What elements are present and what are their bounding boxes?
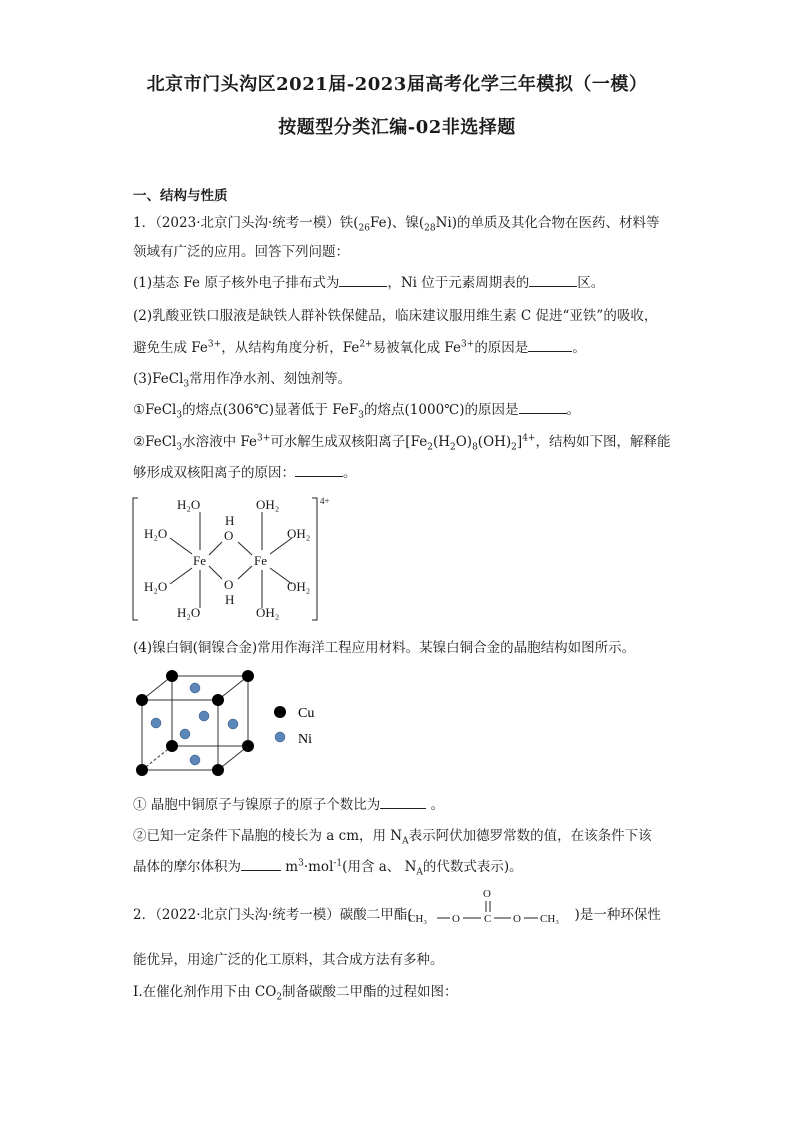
q1-part4: (4)镍白铜(铜镍合金)常用作海洋工程应用材料。某镍白铜合金的晶胞结构如图所示。	[133, 640, 636, 656]
cu-atom	[166, 740, 178, 752]
label-oh2-right-lower: OH₂	[287, 579, 311, 594]
legend-cu-label: Cu	[298, 706, 315, 721]
formula-o-right: O	[513, 913, 521, 925]
q1-intro-line1: 1．（2023·北京门头沟·统考一模）铁$(_{26}Fe)$、镍$(_{28}Ni)$的单质及其化合物在医药、材料等	[133, 215, 660, 234]
q1-part3-sub2-line1: ②FeCl$_3$水溶液中 $Fe^{3+}$可水解生成双核阳离子$[Fe_2(H_2O)_8(OH)_2]^{4+}$，结构如下图，解释能	[133, 433, 671, 453]
cu-atom	[242, 670, 254, 682]
cu-atom	[136, 764, 148, 776]
ni-atom	[151, 718, 161, 728]
q1-intro-line2: 领域有广泛的应用。回答下列问题：	[133, 244, 349, 260]
formula-ch3-left: CH₃	[408, 913, 428, 925]
label-oh2-right-upper: OH₂	[287, 526, 311, 541]
cu-atom	[242, 740, 254, 752]
doc-title-line1: 北京市门头沟区2021届-2023届高考化学三年模拟（一模）	[146, 74, 648, 95]
q1-part3-sub1: ①FeCl$_3$的熔点(306℃)显著低于 FeF$_3$的熔点(1000℃)的原因是 。	[133, 402, 581, 421]
label-h-upper: H	[225, 513, 235, 528]
left-bracket	[133, 498, 138, 620]
section-heading: 一、结构与性质	[133, 188, 228, 204]
label-h2o-top-left: H₂O	[177, 497, 201, 512]
q2-intro-line1: 2．（2022·北京门头沟·统考一模）碳酸二甲酯( )是一种环保性	[133, 907, 661, 923]
ni-atom	[190, 683, 200, 693]
q1-part3-sub2-line2: 够形成双核阳离子的原因： 。	[133, 465, 357, 481]
label-o-lower: O	[224, 577, 234, 592]
charge-label: 4+	[320, 496, 330, 506]
legend-cu-dot	[274, 706, 286, 718]
q1-part4-sub2-line1: ②已知一定条件下晶胞的棱长为 a cm，用 $N_A$表示阿伏加德罗常数的值，在该条件下该	[133, 828, 652, 847]
formula-o-left: O	[452, 913, 460, 925]
q1-part4-sub1: ① 晶胞中铜原子与镍原子的原子个数比为 。	[133, 797, 445, 813]
legend-ni-dot	[275, 732, 285, 742]
crystal-cell-diagram	[130, 668, 330, 783]
cu-atom	[212, 764, 224, 776]
label-h2o-left-upper: H₂O	[144, 526, 168, 541]
label-oh2-top-right: OH₂	[256, 497, 280, 512]
cu-atom	[136, 694, 148, 706]
cu-atom	[212, 694, 224, 706]
label-h2o-bottom-left: H₂O	[177, 605, 201, 620]
formula-c: C	[484, 913, 492, 925]
label-h-lower: H	[225, 592, 235, 607]
q2-part1: Ⅰ.在催化剂作用下由 $CO_2$制备碳酸二甲酯的过程如图：	[133, 984, 458, 1003]
ni-atom	[180, 729, 190, 739]
formula-ch3-right: CH₃	[540, 913, 560, 925]
doc-title-line2: 按题型分类汇编-02非选择题	[278, 117, 516, 138]
q1-part1: (1)基态 Fe 原子核外电子排布式为 ，Ni 位于元素周期表的 区。	[133, 275, 605, 291]
q1-part2-line2: 避免生成 $Fe^{3+}$，从结构角度分析，$Fe^{2+}$易被氧化成 $Fe^{3+}$的原因是 。	[133, 339, 586, 356]
cu-atom	[166, 670, 178, 682]
formula-o-top: O	[483, 888, 491, 900]
label-oh2-bottom-right: OH₂	[256, 605, 280, 620]
ni-atom	[199, 711, 209, 721]
q1-part2-line1: (2)乳酸亚铁口服液是缺铁人群补铁保健品，临床建议服用维生素 C 促进“亚铁”的吸收，	[133, 308, 658, 324]
ni-atom	[228, 719, 238, 729]
dimethyl-carbonate-formula	[405, 884, 570, 928]
q2-intro-line2: 能优异，用途广泛的化工原料，其合成方法有多种。	[133, 952, 444, 968]
right-bracket	[312, 498, 317, 620]
label-o-upper: O	[224, 528, 234, 543]
label-fe-left: Fe	[193, 553, 206, 568]
label-h2o-left-lower: H₂O	[144, 579, 168, 594]
ni-atoms	[151, 683, 238, 765]
q1-part4-sub2-line2: 晶体的摩尔体积为 $m^3\cdot mol^{-1}$(用含 a、 $N_A$的代数式表示)。	[133, 858, 523, 878]
label-fe-right: Fe	[254, 553, 267, 568]
legend-ni-label: Ni	[298, 732, 312, 747]
ni-atom	[190, 755, 200, 765]
q1-part3: (3)FeCl$_3$常用作净水剂、刻蚀剂等。	[133, 371, 352, 390]
binuclear-cation-structure	[130, 490, 340, 625]
